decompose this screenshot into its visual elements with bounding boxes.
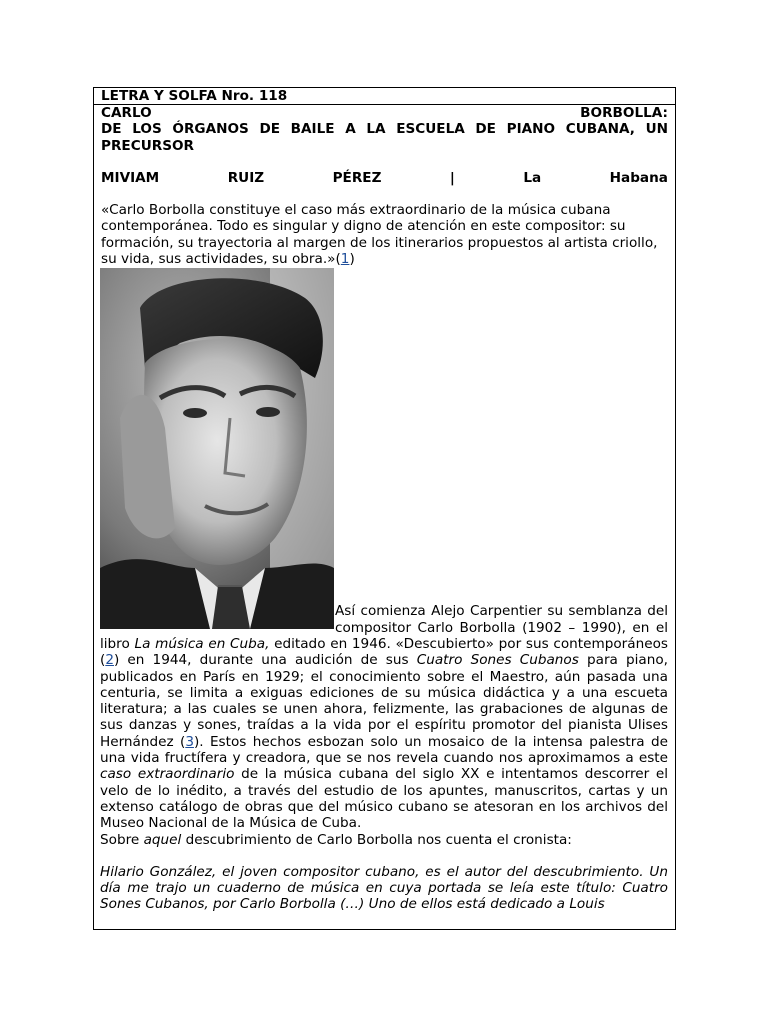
- portrait-photo: [100, 268, 334, 629]
- byline: [101, 170, 668, 186]
- byline-part: PÉREZ: [332, 169, 382, 186]
- byline-part: Habana: [609, 169, 668, 186]
- document-frame: [93, 87, 676, 930]
- article: [94, 105, 675, 267]
- column-title: LETRA Y SOLFA Nro. 118: [94, 88, 675, 105]
- body-paragraph-1: Así comienza Alejo Carpentier su semblanza del compositor Carlo Borbolla (1902 – 1990), en el libro La música en Cuba, editado en 1946. «Descubierto» por sus contemporáneos (2) en 1944, durante una audición de sus Cuatro Sones Cubanos para piano, publicados en París en 1929; el conocimiento sobre el Maestro, aún pasada una centuria, se limita a exiguas ediciones de su música didáctica y a una escueta literatura; a las cuales se unen ahora, felizmente, las grabaciones de algunas de sus danzas y sones, traídas a la vida por el espíritu promotor del pianista Ulises Hernández (3). Estos hechos esbozan solo un mosaico de la intensa palestra de una vida fructífera y creadora, que se nos revela cuando nos aproximamos a este caso extraordinario de la música cubana del siglo XX e intentamos descorrer el velo de lo inédito, a través del estudio de los apuntes, manuscritos, cartas y un extenso catálogo de obras que del músico cubano se atesoran en los archivos del Museo Nacional de la Música de Cuba.: [100, 603, 669, 832]
- byline-part: MIVIAM: [101, 169, 160, 186]
- headline-word-carlo: CARLO: [101, 105, 152, 121]
- headline-rest: DE LOS ÓRGANOS DE BAILE A LA ESCUELA DE PIANO CUBANA, UN PRECURSOR: [101, 121, 668, 154]
- chronicler-quote: Hilario González, el joven compositor cubano, es el autor del descubrimiento. Un día me trajo un cuaderno de música en cuya portada se leía este título: Cuatro Sones Cubanos, por Carlo Borbolla (…) Uno de ellos está dedicado a Louis: [100, 863, 668, 913]
- footnote-link-3[interactable]: 3: [185, 733, 194, 750]
- byline-part: La: [523, 169, 542, 186]
- article-body: [94, 267, 675, 912]
- footnote-link-2[interactable]: 2: [105, 652, 114, 669]
- intro-quote: «Carlo Borbolla constituye el caso más extraordinario de la música cubana contemporánea. Todo es singular y digno de atención en este compositor: su formación, su trayectoria al margen de los itinerarios propuestos al artista criollo, su vida, sus actividades, su obra.»(1): [101, 202, 658, 268]
- body-paragraph-2: Sobre aquel descubrimiento de Carlo Borbolla nos cuenta el cronista:: [100, 831, 572, 848]
- byline-separator: |: [449, 169, 455, 186]
- portrait-image: [100, 268, 334, 629]
- byline-part: RUIZ: [227, 169, 265, 186]
- footnote-link-1[interactable]: 1: [340, 251, 350, 268]
- headline-word-borbolla: BORBOLLA:: [580, 105, 668, 121]
- headline-line-1: [101, 105, 668, 121]
